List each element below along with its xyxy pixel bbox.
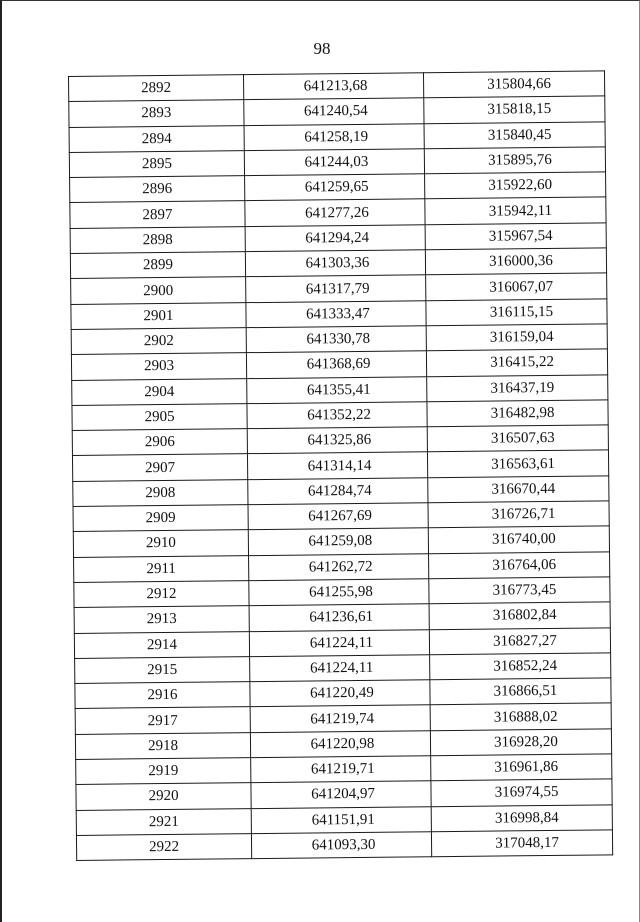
y-coordinate-cell: 316415,22 [426, 349, 607, 376]
y-coordinate-cell: 316773,45 [429, 577, 610, 604]
point-number-cell: 2900 [71, 277, 246, 304]
y-coordinate-cell: 316482,98 [427, 400, 608, 427]
point-number-cell: 2903 [71, 353, 246, 380]
point-number-cell: 2911 [74, 555, 249, 582]
y-coordinate-cell: 316961,86 [431, 754, 612, 781]
y-coordinate-cell: 316998,84 [431, 804, 612, 831]
point-number-cell: 2908 [73, 479, 248, 506]
x-coordinate-cell: 641255,98 [249, 579, 429, 606]
x-coordinate-cell: 641303,36 [245, 250, 425, 277]
x-coordinate-cell: 641259,65 [245, 174, 425, 201]
y-coordinate-cell: 316159,04 [426, 324, 607, 351]
y-coordinate-cell: 315942,11 [425, 197, 606, 224]
coordinates-table-body [69, 71, 613, 861]
x-coordinate-cell: 641224,11 [250, 655, 430, 682]
point-number-cell: 2904 [72, 378, 247, 405]
y-coordinate-cell: 316726,71 [428, 501, 609, 528]
y-coordinate-cell: 316067,07 [426, 273, 607, 300]
point-number-cell: 2917 [75, 707, 250, 734]
x-coordinate-cell: 641224,11 [249, 629, 429, 656]
x-coordinate-cell: 641314,14 [247, 452, 427, 479]
y-coordinate-cell: 316866,51 [430, 678, 611, 705]
point-number-cell: 2901 [71, 302, 246, 329]
y-coordinate-cell: 316670,44 [428, 476, 609, 503]
point-number-cell: 2905 [72, 404, 247, 431]
x-coordinate-cell: 641262,72 [249, 553, 429, 580]
x-coordinate-cell: 641333,47 [246, 300, 426, 327]
x-coordinate-cell: 641151,91 [251, 806, 431, 833]
table-row [76, 830, 612, 861]
x-coordinate-cell: 641277,26 [245, 199, 425, 226]
y-coordinate-cell: 315922,60 [425, 172, 606, 199]
coordinates-table [68, 70, 613, 861]
x-coordinate-cell: 641219,71 [251, 756, 431, 783]
x-coordinate-cell: 641352,22 [247, 402, 427, 429]
x-coordinate-cell: 641267,69 [248, 503, 428, 530]
y-coordinate-cell: 316852,24 [430, 653, 611, 680]
x-coordinate-cell: 641330,78 [246, 326, 426, 353]
point-number-cell: 2907 [72, 454, 247, 481]
point-number-cell: 2909 [73, 505, 248, 532]
y-coordinate-cell: 315895,76 [424, 147, 605, 174]
x-coordinate-cell: 641204,97 [251, 781, 431, 808]
point-number-cell: 2893 [69, 100, 244, 127]
point-number-cell: 2916 [75, 682, 250, 709]
x-coordinate-cell: 641220,98 [250, 730, 430, 757]
x-coordinate-cell: 641219,74 [250, 705, 430, 732]
point-number-cell: 2913 [74, 606, 249, 633]
point-number-cell: 2899 [70, 252, 245, 279]
point-number-cell: 2920 [76, 783, 251, 810]
point-number-cell: 2910 [73, 530, 248, 557]
x-coordinate-cell: 641244,03 [244, 149, 424, 176]
point-number-cell: 2921 [76, 808, 251, 835]
point-number-cell: 2918 [75, 732, 250, 759]
y-coordinate-cell: 316115,15 [426, 299, 607, 326]
point-number-cell: 2895 [69, 151, 244, 178]
y-coordinate-cell: 315967,54 [425, 223, 606, 250]
point-number-cell: 2898 [70, 226, 245, 253]
x-coordinate-cell: 641220,49 [250, 680, 430, 707]
y-coordinate-cell: 316740,00 [428, 526, 609, 553]
point-number-cell: 2892 [69, 75, 244, 102]
x-coordinate-cell: 641355,41 [247, 376, 427, 403]
y-coordinate-cell: 315840,45 [424, 121, 605, 148]
y-coordinate-cell: 316764,06 [429, 551, 610, 578]
x-coordinate-cell: 641093,30 [251, 832, 431, 859]
y-coordinate-cell: 316888,02 [430, 703, 611, 730]
x-coordinate-cell: 641294,24 [245, 225, 425, 252]
y-coordinate-cell: 315818,15 [424, 96, 605, 123]
x-coordinate-cell: 641236,61 [249, 604, 429, 631]
point-number-cell: 2896 [70, 176, 245, 203]
point-number-cell: 2894 [69, 125, 244, 152]
x-coordinate-cell: 641317,79 [246, 275, 426, 302]
point-number-cell: 2915 [75, 656, 250, 683]
x-coordinate-cell: 641259,08 [248, 528, 428, 555]
y-coordinate-cell: 316974,55 [431, 779, 612, 806]
y-coordinate-cell: 317048,17 [431, 830, 612, 857]
point-number-cell: 2922 [76, 834, 251, 861]
y-coordinate-cell: 316000,36 [425, 248, 606, 275]
point-number-cell: 2919 [76, 758, 251, 785]
y-coordinate-cell: 316802,84 [429, 602, 610, 629]
page-number: 98 [313, 39, 331, 58]
y-coordinate-cell: 316507,63 [427, 425, 608, 452]
y-coordinate-cell: 316827,27 [429, 627, 610, 654]
point-number-cell: 2912 [74, 581, 249, 608]
point-number-cell: 2914 [74, 631, 249, 658]
y-coordinate-cell: 316563,61 [427, 450, 608, 477]
y-coordinate-cell: 316928,20 [430, 729, 611, 756]
y-coordinate-cell: 315804,66 [423, 71, 604, 98]
x-coordinate-cell: 641368,69 [246, 351, 426, 378]
x-coordinate-cell: 641240,54 [244, 98, 424, 125]
x-coordinate-cell: 641258,19 [244, 123, 424, 150]
point-number-cell: 2902 [71, 328, 246, 355]
x-coordinate-cell: 641213,68 [243, 73, 423, 100]
y-coordinate-cell: 316437,19 [427, 374, 608, 401]
point-number-cell: 2906 [72, 429, 247, 456]
x-coordinate-cell: 641284,74 [248, 478, 428, 505]
x-coordinate-cell: 641325,86 [247, 427, 427, 454]
point-number-cell: 2897 [70, 201, 245, 228]
